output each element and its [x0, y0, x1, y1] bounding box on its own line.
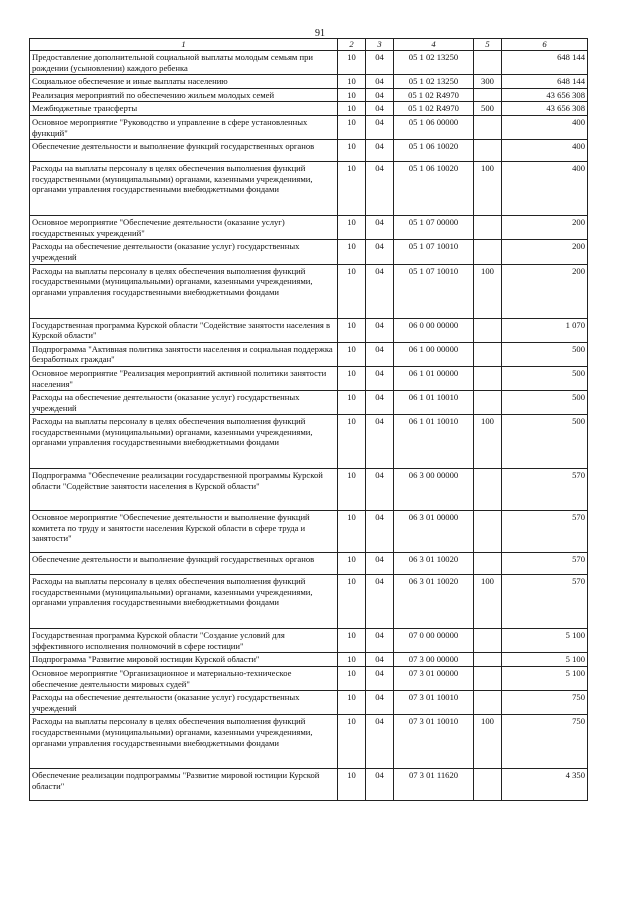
cell-expense-type: 100	[474, 575, 502, 629]
table-row	[30, 88, 588, 102]
cell-amount: 500	[502, 342, 588, 366]
cell-name: Основное мероприятие "Руководство и управление в сфере установленных функций"	[30, 115, 338, 139]
cell-subsection: 04	[366, 667, 394, 691]
cell-target-article: 07 3 01 10010	[394, 715, 474, 769]
cell-subsection: 04	[366, 51, 394, 75]
cell-section: 10	[338, 88, 366, 102]
cell-section: 10	[338, 342, 366, 366]
cell-section: 10	[338, 102, 366, 116]
cell-amount: 200	[502, 240, 588, 264]
cell-name: Подпрограмма "Обеспечение реализации государственной программы Курской области "Содействие занятости населения в Курской области"	[30, 469, 338, 511]
cell-target-article: 07 3 01 11620	[394, 769, 474, 801]
table-row	[30, 162, 588, 216]
cell-amount: 400	[502, 115, 588, 139]
cell-section: 10	[338, 691, 366, 715]
table-row	[30, 240, 588, 264]
cell-expense-type	[474, 140, 502, 162]
header-col-3: 3	[366, 39, 394, 51]
cell-section: 10	[338, 162, 366, 216]
cell-amount: 400	[502, 140, 588, 162]
cell-expense-type	[474, 51, 502, 75]
cell-name: Расходы на обеспечение деятельности (оказание услуг) государственных учреждений	[30, 240, 338, 264]
cell-target-article: 06 1 01 10010	[394, 415, 474, 469]
table-row	[30, 51, 588, 75]
table-row	[30, 415, 588, 469]
cell-subsection: 04	[366, 415, 394, 469]
cell-subsection: 04	[366, 391, 394, 415]
cell-name: Социальное обеспечение и иные выплаты населению	[30, 75, 338, 89]
cell-section: 10	[338, 575, 366, 629]
cell-amount: 570	[502, 575, 588, 629]
cell-target-article: 05 1 07 10010	[394, 264, 474, 318]
cell-subsection: 04	[366, 140, 394, 162]
cell-expense-type: 100	[474, 162, 502, 216]
cell-target-article: 06 3 01 10020	[394, 553, 474, 575]
cell-name: Расходы на выплаты персоналу в целях обеспечения выполнения функций государственными (муниципальными) органами, казенными учреждениями, органами управления государственными внебюджетными фондами	[30, 575, 338, 629]
table-row	[30, 102, 588, 116]
cell-section: 10	[338, 553, 366, 575]
table-body	[30, 51, 588, 801]
table-row	[30, 511, 588, 553]
header-col-4: 4	[394, 39, 474, 51]
cell-amount: 750	[502, 715, 588, 769]
cell-subsection: 04	[366, 342, 394, 366]
cell-amount: 400	[502, 162, 588, 216]
cell-name: Государственная программа Курской области "Содействие занятости населения в Курской области"	[30, 318, 338, 342]
cell-amount: 750	[502, 691, 588, 715]
cell-amount: 1 070	[502, 318, 588, 342]
table-row	[30, 715, 588, 769]
cell-section: 10	[338, 653, 366, 667]
cell-subsection: 04	[366, 162, 394, 216]
cell-target-article: 07 3 01 00000	[394, 667, 474, 691]
cell-target-article: 07 0 00 00000	[394, 629, 474, 653]
cell-name: Основное мероприятие "Реализация мероприятий активной политики занятости населения"	[30, 366, 338, 390]
cell-section: 10	[338, 511, 366, 553]
cell-amount: 43 656 308	[502, 102, 588, 116]
cell-expense-type	[474, 629, 502, 653]
cell-subsection: 04	[366, 102, 394, 116]
cell-amount: 200	[502, 216, 588, 240]
cell-expense-type: 100	[474, 415, 502, 469]
cell-section: 10	[338, 140, 366, 162]
cell-expense-type	[474, 691, 502, 715]
cell-amount: 500	[502, 366, 588, 390]
cell-section: 10	[338, 391, 366, 415]
cell-name: Предоставление дополнительной социальной выплаты молодым семьям при рождении (усыновлении) каждого ребенка	[30, 51, 338, 75]
cell-name: Расходы на выплаты персоналу в целях обеспечения выполнения функций государственными (муниципальными) органами, казенными учреждениями, органами управления государственными внебюджетными фондами	[30, 264, 338, 318]
cell-name: Обеспечение реализации подпрограммы "Развитие мировой юстиции Курской области"	[30, 769, 338, 801]
cell-expense-type	[474, 366, 502, 390]
cell-name: Расходы на выплаты персоналу в целях обеспечения выполнения функций государственными (муниципальными) органами, казенными учреждениями, органами управления государственными внебюджетными фондами	[30, 715, 338, 769]
cell-subsection: 04	[366, 318, 394, 342]
table-row	[30, 575, 588, 629]
cell-subsection: 04	[366, 216, 394, 240]
header-row	[30, 39, 588, 51]
cell-section: 10	[338, 629, 366, 653]
cell-expense-type	[474, 115, 502, 139]
table-row	[30, 629, 588, 653]
cell-target-article: 06 1 00 00000	[394, 342, 474, 366]
cell-name: Расходы на обеспечение деятельности (оказание услуг) государственных учреждений	[30, 391, 338, 415]
header-col-5: 5	[474, 39, 502, 51]
cell-amount: 4 350	[502, 769, 588, 801]
cell-expense-type	[474, 769, 502, 801]
cell-name: Расходы на выплаты персоналу в целях обеспечения выполнения функций государственными (муниципальными) органами, казенными учреждениями, органами управления государственными внебюджетными фондами	[30, 162, 338, 216]
cell-expense-type	[474, 240, 502, 264]
cell-target-article: 05 1 06 10020	[394, 162, 474, 216]
cell-name: Основное мероприятие "Обеспечение деятельности и выполнение функций комитета по труду и занятости населения Курской области в сфере труда и занятости"	[30, 511, 338, 553]
cell-expense-type: 100	[474, 715, 502, 769]
cell-target-article: 06 0 00 00000	[394, 318, 474, 342]
cell-amount: 570	[502, 469, 588, 511]
cell-subsection: 04	[366, 511, 394, 553]
table-row	[30, 115, 588, 139]
table-row	[30, 653, 588, 667]
cell-target-article: 05 1 02 13250	[394, 75, 474, 89]
header-col-2: 2	[338, 39, 366, 51]
table-row	[30, 366, 588, 390]
cell-name: Основное мероприятие "Обеспечение деятельности (оказание услуг) государственных учреждений"	[30, 216, 338, 240]
cell-subsection: 04	[366, 691, 394, 715]
cell-target-article: 07 3 00 00000	[394, 653, 474, 667]
cell-subsection: 04	[366, 769, 394, 801]
cell-name: Реализация мероприятий по обеспечению жильем молодых семей	[30, 88, 338, 102]
table-row	[30, 667, 588, 691]
cell-expense-type: 300	[474, 75, 502, 89]
table-row	[30, 342, 588, 366]
cell-section: 10	[338, 240, 366, 264]
cell-amount: 648 144	[502, 51, 588, 75]
table-row	[30, 691, 588, 715]
cell-amount: 570	[502, 553, 588, 575]
cell-target-article: 05 1 07 00000	[394, 216, 474, 240]
table-header	[30, 39, 588, 51]
cell-amount: 5 100	[502, 653, 588, 667]
cell-name: Расходы на обеспечение деятельности (оказание услуг) государственных учреждений	[30, 691, 338, 715]
table-row	[30, 391, 588, 415]
table-row	[30, 264, 588, 318]
cell-subsection: 04	[366, 629, 394, 653]
cell-expense-type: 500	[474, 102, 502, 116]
table-row	[30, 769, 588, 801]
table-row	[30, 140, 588, 162]
cell-section: 10	[338, 715, 366, 769]
cell-amount: 200	[502, 264, 588, 318]
cell-name: Расходы на выплаты персоналу в целях обеспечения выполнения функций государственными (муниципальными) органами, казенными учреждениями, органами управления государственными внебюджетными фондами	[30, 415, 338, 469]
cell-section: 10	[338, 216, 366, 240]
cell-expense-type	[474, 553, 502, 575]
cell-amount: 43 656 308	[502, 88, 588, 102]
cell-section: 10	[338, 415, 366, 469]
header-col-1: 1	[30, 39, 338, 51]
cell-section: 10	[338, 366, 366, 390]
cell-expense-type: 100	[474, 264, 502, 318]
cell-target-article: 07 3 01 10010	[394, 691, 474, 715]
cell-expense-type	[474, 318, 502, 342]
cell-target-article: 05 1 07 10010	[394, 240, 474, 264]
cell-section: 10	[338, 51, 366, 75]
cell-target-article: 06 1 01 00000	[394, 366, 474, 390]
cell-expense-type	[474, 667, 502, 691]
cell-section: 10	[338, 667, 366, 691]
table-row	[30, 318, 588, 342]
cell-section: 10	[338, 769, 366, 801]
cell-subsection: 04	[366, 240, 394, 264]
cell-target-article: 06 3 01 10020	[394, 575, 474, 629]
table-row	[30, 553, 588, 575]
cell-section: 10	[338, 115, 366, 139]
table-row	[30, 469, 588, 511]
cell-subsection: 04	[366, 264, 394, 318]
cell-expense-type	[474, 88, 502, 102]
cell-amount: 648 144	[502, 75, 588, 89]
cell-target-article: 06 3 00 00000	[394, 469, 474, 511]
cell-amount: 5 100	[502, 667, 588, 691]
cell-name: Обеспечение деятельности и выполнение функций государственных органов	[30, 140, 338, 162]
cell-target-article: 05 1 06 10020	[394, 140, 474, 162]
cell-subsection: 04	[366, 469, 394, 511]
cell-name: Обеспечение деятельности и выполнение функций государственных органов	[30, 553, 338, 575]
cell-amount: 5 100	[502, 629, 588, 653]
cell-expense-type	[474, 469, 502, 511]
cell-target-article: 05 1 02 R4970	[394, 102, 474, 116]
cell-amount: 500	[502, 415, 588, 469]
cell-subsection: 04	[366, 75, 394, 89]
cell-subsection: 04	[366, 366, 394, 390]
cell-section: 10	[338, 264, 366, 318]
cell-subsection: 04	[366, 715, 394, 769]
header-col-6: 6	[502, 39, 588, 51]
cell-target-article: 05 1 02 13250	[394, 51, 474, 75]
cell-expense-type	[474, 511, 502, 553]
cell-target-article: 05 1 06 00000	[394, 115, 474, 139]
cell-subsection: 04	[366, 553, 394, 575]
cell-target-article: 06 1 01 10010	[394, 391, 474, 415]
cell-subsection: 04	[366, 88, 394, 102]
cell-subsection: 04	[366, 115, 394, 139]
table-row	[30, 216, 588, 240]
cell-expense-type	[474, 391, 502, 415]
cell-expense-type	[474, 342, 502, 366]
cell-expense-type	[474, 653, 502, 667]
cell-name: Межбюджетные трансферты	[30, 102, 338, 116]
cell-subsection: 04	[366, 575, 394, 629]
cell-subsection: 04	[366, 653, 394, 667]
cell-name: Основное мероприятие "Организационное и материально-техническое обеспечение деятельности мировых судей"	[30, 667, 338, 691]
cell-target-article: 05 1 02 R4970	[394, 88, 474, 102]
cell-name: Подпрограмма "Развитие мировой юстиции Курской области"	[30, 653, 338, 667]
page-number: 91	[315, 28, 325, 39]
cell-target-article: 06 3 01 00000	[394, 511, 474, 553]
table-row	[30, 75, 588, 89]
cell-name: Государственная программа Курской области "Создание условий для эффективного исполнения полномочий в сфере юстиции"	[30, 629, 338, 653]
cell-section: 10	[338, 75, 366, 89]
cell-amount: 570	[502, 511, 588, 553]
cell-expense-type	[474, 216, 502, 240]
cell-section: 10	[338, 469, 366, 511]
budget-table	[29, 38, 588, 801]
cell-name: Подпрограмма "Активная политика занятости населения и социальная поддержка безработных граждан"	[30, 342, 338, 366]
cell-amount: 500	[502, 391, 588, 415]
cell-section: 10	[338, 318, 366, 342]
